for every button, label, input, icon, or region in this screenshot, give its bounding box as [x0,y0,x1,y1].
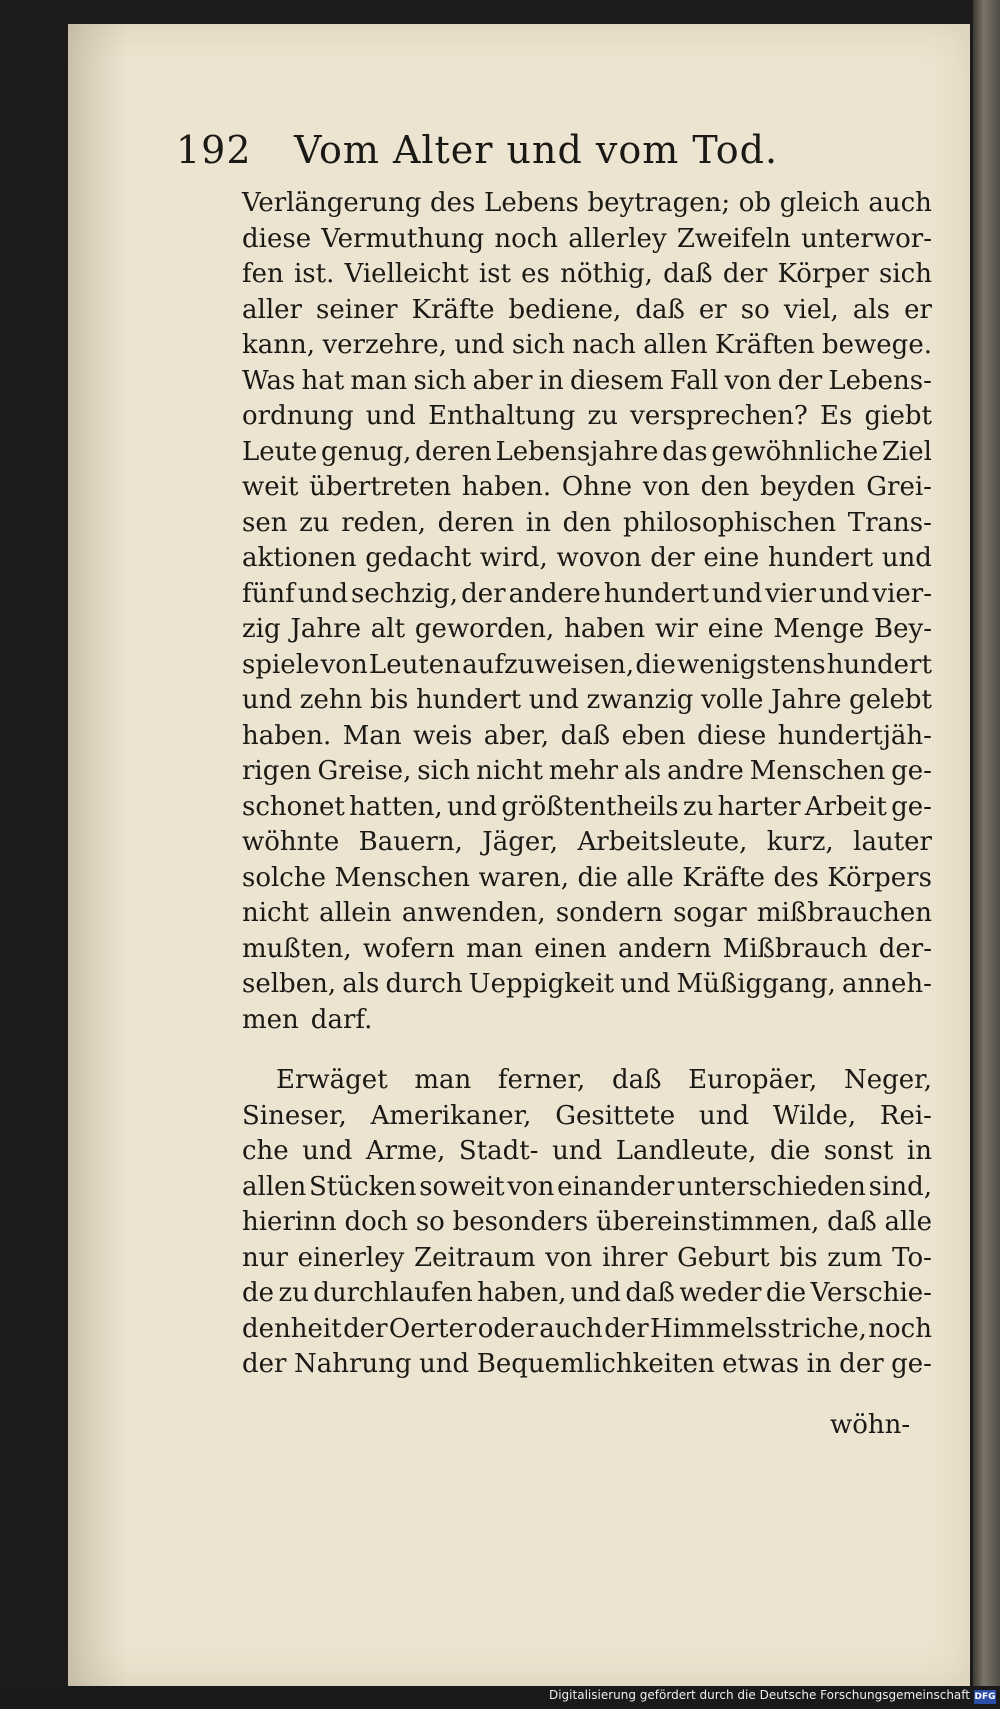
text-line: und zehn bis hundert und zwanzig volle Jahre gelebt [242,685,932,715]
text-line: schonet hatten, und größtentheils zu harter Arbeit ge- [242,791,932,822]
text-line: fünf und sechzig, der andere hundert und vier und vier- [242,578,932,609]
text-line: mußten, wofern man einen andern Mißbrauch der- [242,933,932,964]
text-line: aller seiner Kräfte bediene, daß er so viel, als er [242,294,932,325]
text-line: kann, verzehre, und sich nach allen Kräften bewege. [242,330,932,360]
text-line: spiele von Leuten aufzuweisen, die wenigstens hundert [242,649,932,680]
text-line: men darf. [242,1004,373,1035]
paragraph-1 [242,186,932,1038]
text-line: che und Arme, Stadt- und Landleute, die sonst in [242,1136,932,1166]
text-line: de zu durchlaufen haben, und daß weder die Verschie- [242,1278,932,1308]
page-header [176,128,796,188]
paragraph-2 [242,1063,932,1383]
text-line: weit übertreten haben. Ohne von den beyden Grei- [242,472,932,502]
text-line: denheit der Oerter oder auch der Himmelsstriche, noch [242,1313,932,1344]
text-line: nicht allein anwenden, sondern sogar mißbrauchen [242,898,932,928]
catchword: wöhn- [830,1410,911,1440]
text-line: wöhnte Bauern, Jäger, Arbeitsleute, kurz, lauter [242,827,932,857]
text-line: Verlängerung des Lebens beytragen; ob gleich auch [242,188,932,218]
text-line: hierinn doch so besonders übereinstimmen, daß alle [242,1207,932,1237]
text-line: Erwäget man ferner, daß Europäer, Neger, [276,1065,932,1095]
text-line: haben. Man weis aber, daß eben diese hundertjäh- [242,720,932,751]
text-line: selben, als durch Ueppigkeit und Müßiggang, anneh- [242,969,932,999]
text-line: der Nahrung und Bequemlichkeiten etwas in der ge- [242,1349,932,1379]
running-head: Vom Alter und vom Tod. [294,128,779,172]
footer-bar [0,1686,1000,1709]
book-edge [973,0,1000,1709]
text-line: ordnung und Enthaltung zu versprechen? Es giebt [242,401,932,431]
gutter-shadow [68,24,128,1686]
text-line: nur einerley Zeitraum von ihrer Geburt bis zum To- [242,1242,932,1273]
dfg-logo: DFG [974,1692,996,1702]
text-line: sen zu reden, deren in den philosophischen Trans- [242,507,932,538]
text-line: zig Jahre alt geworden, haben wir eine Menge Bey- [242,614,932,644]
text-line: diese Vermuthung noch allerley Zweifeln unterwor- [242,223,932,254]
text-line: Sineser, Amerikaner, Gesittete und Wilde, Rei- [242,1100,932,1131]
text-line: solche Menschen waren, die alle Kräfte des Körpers [242,862,932,893]
text-line: aktionen gedacht wird, wovon der eine hundert und [242,543,932,573]
text-line: rigen Greise, sich nicht mehr als andre Menschen ge- [242,756,932,786]
page-number: 192 [176,128,252,172]
text-line: allen Stücken soweit von einander unterschieden sind, [242,1171,932,1202]
text-line: Leute genug, deren Lebensjahre das gewöhnliche Ziel [242,436,932,467]
text-line: Was hat man sich aber in diesem Fall von der Lebens- [242,365,932,396]
text-line: fen ist. Vielleicht ist es nöthig, daß der Körper sich [242,259,932,289]
funding-notice: Digitalisierung gefördert durch die Deutsche Forschungsgemeinschaft [548,1688,970,1702]
